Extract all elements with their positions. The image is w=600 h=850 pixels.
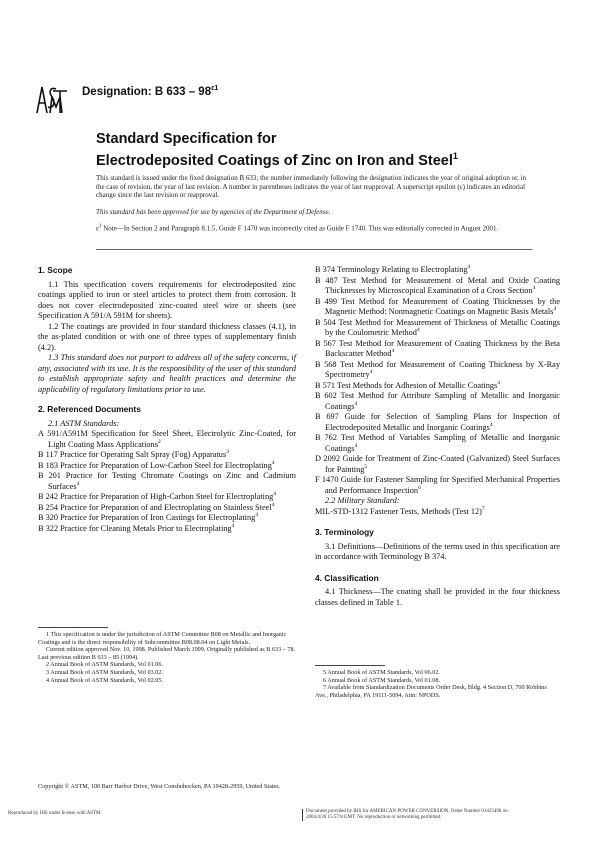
footnotes-left <box>38 627 296 684</box>
page-title <box>96 131 458 169</box>
reference-item: F 1470 Guide for Fastener Sampling for Specified Mechanical Properties and Performance Inspection$^6$ <box>315 475 560 495</box>
reference-item: B 499 Test Method for Measurement of Coating Thicknesses by the Magnetic Method: Nonmagnetic Coatings on Magnetic Basis Metals$^4$ <box>315 296 560 316</box>
reference-item: B 762 Test Method of Variables Sampling of Metallic and Inorganic Coatings$^4$ <box>315 433 560 453</box>
reference-item: B 571 Test Methods for Adhesion of Metallic Coatings$^4$ <box>315 379 500 390</box>
section-heading-classification: 4. Classification <box>315 572 379 583</box>
footnote: 5 Annual Book of ASTM Standards, Vol 06.02. <box>323 669 440 676</box>
reference-item: B 117 Practice for Operating Salt Spray (Fog) Apparatus$^3$ <box>38 449 229 459</box>
footnote: 7 Available from Standardization Documents Order Desk, Bldg. 4 Section D, 700 Robbins Ave., Philadelphia, PA 19111-5094, Attn: NPODS. <box>315 684 547 699</box>
astm-standards-subheading: 2.1 ASTM Standards: <box>48 418 120 428</box>
reference-item: B 254 Practice for Preparation of and Electroplating on Stainless Steel$^4$ <box>38 501 275 512</box>
reference-item: D 2092 Guide for Treatment of Zinc-Coated (Galvanized) Steel Surfaces for Painting$^5$ <box>315 454 560 474</box>
footnote-rule <box>38 627 108 628</box>
reference-item: B 568 Test Method for Measurement of Coating Thickness by X-Ray Spectrometry$^4$ <box>315 359 560 379</box>
footnotes-right <box>315 665 560 699</box>
footnote: 6 Annual Book of ASTM Standards, Vol 01.08. <box>323 676 440 684</box>
astm-logo <box>34 83 70 116</box>
reference-item: B 242 Practice for Preparation of High-Carbon Steel for Electroplating$^4$ <box>38 491 276 501</box>
approval-note: This standard has been approved for use by agencies of the Department of Defense. <box>96 208 331 216</box>
reference-item: B 201 Practice for Testing Chromate Coatings on Zinc and Cadmium Surfaces$^4$ <box>38 471 296 491</box>
copyright-line: Copyright © ASTM, 100 Barr Harbor Drive, West Conshohocken, PA 19428-2959, United States. <box>38 783 281 790</box>
right-column <box>315 265 560 608</box>
reference-list-right <box>315 265 560 496</box>
reference-item: B 374 Terminology Relating to Electroplating$^4$ <box>315 264 471 274</box>
reference-item: B 697 Guide for Selection of Sampling Plans for Inspection of Electrodeposited Metallic and Inorganic Coatings$^4$ <box>315 412 560 432</box>
editorial-note: $\varepsilon^1$ Note—In Section 2 and Paragraph 8.1.5, Guide F 1470 was incorrectly cited as Guide F 1740. This was editorially corrected in August 2001. <box>96 224 499 233</box>
reference-item: B 320 Practice for Preparation of Iron Castings for Electroplating$^4$ <box>38 512 259 522</box>
scope-1-2: 1.2 The coatings are provided in four standard thickness classes (4.1), in the as-plated condition or with one of three types of supplementary finish (4.2). <box>38 321 296 352</box>
footnote: Current edition approved Nov. 10, 1998. Published March 1999. Originally published as B 633 – 78. Last previous edition B 633 – 85 (1994). <box>38 646 296 661</box>
reference-item: B 504 Test Method for Measurement of Thickness of Metallic Coatings by the Coulometric Method$^4$ <box>315 317 560 337</box>
change-bar <box>302 809 303 821</box>
military-standard-subheading: 2.2 Military Standard: <box>325 496 400 505</box>
footnote: 3 Annual Book of ASTM Standards, Vol 03.02. <box>46 668 163 676</box>
section-heading-scope: 1. Scope <box>38 265 73 275</box>
reproduction-note-left: Reproduced by IHS under license with ASTM <box>8 811 101 816</box>
reference-list-left <box>38 429 296 534</box>
footnote: 2 Annual Book of ASTM Standards, Vol 01.06. <box>46 661 163 669</box>
reproduction-note-right: Document provided by IHS for AMERICAN POWER CONVERSION, Order Number 01425498 on 2004/4/26 15:57:8 GMT. No reproduction or networking permitted. <box>302 809 508 822</box>
reference-item: MIL-STD-1312 Fastener Tests, Methods (Test 12)$^7$ <box>315 505 485 516</box>
reference-item: B 183 Practice for Preparation of Low-Carbon Steel for Electroplating$^4$ <box>38 459 275 470</box>
title-line-2: Electrodeposited Coatings of Zinc on Iron and Steel$^1$ <box>96 150 458 169</box>
footnote-rule <box>315 665 385 666</box>
scope-1-3: 1.3 This standard does not purport to address all of the safety concerns, if any, associated with its use. It is the responsibility of the user of this standard to establish appropriate safety and health practices and determine the applicability of regulatory limitations prior to use. <box>38 353 296 394</box>
scope-1-1: 1.1 This specification covers requirements for electrodeposited zinc coatings applied to iron or steel articles to protect them from corrosion. It does not cover electrodeposited zinc-coated steel wire or sheets (see Specification A 591/A 591M for sheets). <box>38 279 296 320</box>
footnote: 1 This specification is under the jurisdiction of ASTM Committee B08 on Metallic and Inorganic Coatings and is the direct responsibility of Subcommittee B08.08.04 on Light Metals. <box>38 631 287 646</box>
classification-4-1: 4.1 Thickness—The coating shall be provided in the four thickness classes defined in Table 1. <box>315 587 560 607</box>
footnote: 4 Annual Book of ASTM Standards, Vol 02.05. <box>46 676 163 684</box>
reference-item: A 591/A591M Specification for Steel Sheet, Electrolytic Zinc-Coated, for Light Coating Mass Applications$^2$ <box>38 429 296 449</box>
reference-item: B 322 Practice for Cleaning Metals Prior to Electroplating$^4$ <box>38 522 235 533</box>
section-heading-terminology: 3. Terminology <box>315 527 374 537</box>
issued-note: This standard is issued under the fixed designation B 633; the number immediately following the designation indicates the year of original adoption or, in the case of revision, the year of last revision. A number in parentheses indicates the year of last reapproval. A superscript epsilon (ε) indicates an editorial change since the last revision or reapproval. <box>96 174 527 200</box>
reference-item: B 487 Test Method for Measurement of Metal and Oxide Coating Thicknesses by Microscopical Examination of a Cross Section$^4$ <box>315 275 560 295</box>
reference-item: B 567 Test Method for Measurement of Coating Thickness by the Beta Backscatter Method$^4$ <box>315 338 560 358</box>
designation: Designation: B $633 - 98^{\varepsilon 1}$ <box>82 85 219 98</box>
title-line-1: Standard Specification for <box>96 131 277 147</box>
left-column <box>38 265 296 534</box>
divider <box>96 249 532 250</box>
terminology-3-1: 3.1 Definitions—Definitions of the terms used in this specification are in accordance with Terminology B 374. <box>315 541 560 561</box>
section-heading-referenced: 2. Referenced Documents <box>38 404 141 414</box>
reference-item: B 602 Test Method for Attribute Sampling of Metallic and Inorganic Coatings$^4$ <box>315 391 560 411</box>
